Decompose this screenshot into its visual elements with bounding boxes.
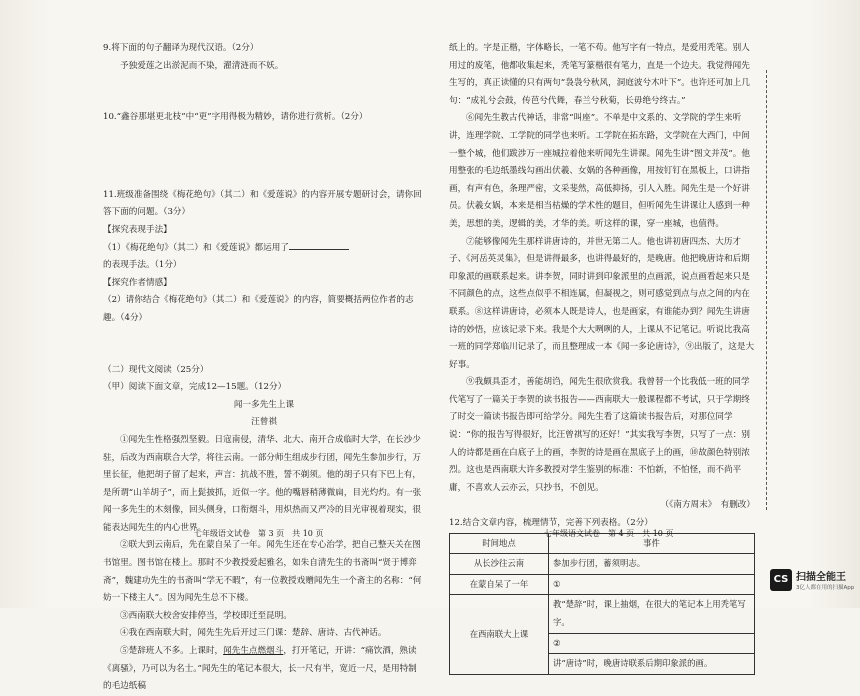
question-11-part-a-heading: 【探究表现手法】 (103, 224, 172, 235)
underlined-phrase: 闻先生点燃烟斗 (223, 646, 284, 657)
question-11: 11.班级准备围绕《梅花绝句》（其二）和《爱莲说》的内容开展专题研讨会，请你回答下面的问题。（3分） (103, 189, 422, 218)
paragraph-5-start: ⑤楚辞班人不多。上课时， (120, 646, 224, 657)
watermark-name: 扫描全能王 (796, 572, 846, 583)
table-row (450, 554, 755, 575)
table-cell: 从长沙往云南 (450, 554, 549, 575)
table-cell: 在西南联大上课 (450, 595, 549, 674)
table-row (450, 574, 755, 595)
table-row (450, 595, 755, 633)
article-title: 闻一多先生上课 (233, 399, 295, 410)
question-11-part-b: （2）请你结合《梅花绝句》（其二）和《爱莲说》的内容，简要概括两位作者的志趣。（4分） (103, 295, 414, 323)
camscanner-icon: CS (770, 569, 792, 591)
binding-line (766, 70, 767, 510)
question-9-sentence: 予独爱莲之出淤泥而不染，濯清涟而不妖。 (120, 60, 284, 71)
paragraph-4: ④我在西南联大时，闻先生先后开过三门课：楚辞、唐诗、古代神话。 (120, 628, 387, 639)
article-author: 汪曾祺 (251, 417, 277, 428)
question-9: 9.将下面的句子翻译为现代汉语。（2分） (103, 43, 259, 53)
table-cell: 教“楚辞”时，课上抽烟，在很大的笔记本上用秃笔写字。 (549, 595, 755, 633)
table-cell: 讲“唐诗”时，晚唐诗联系后期印象派的画。 (549, 654, 755, 675)
question-12: 12.结合文章内容，梳理情节，完善下列表格。（2分） (449, 518, 653, 529)
paragraph-7: ⑦能够像闻先生那样讲唐诗的，并世无第二人。他也讲初唐四杰、大历才子、《河岳英灵集》，但是讲得最多，也讲得最好的，是晚唐。他把晚唐诗和后期印象派的画联系起来。讲李贺，同时讲到印象派里的点画派，说点画看起来只是不同颜色的点，这些点似乎不相连属，但凝视之，则可感觉到点与点之间的内在联系。⑧这样讲唐诗，必须本人既是诗人，也是画家，有谁能办到？闻先生讲唐诗的妙悟，应该记录下来。我是个大大咧咧的人，上课从不记笔记。听说比我高一班的同学郑临川记录了，而且整理成一本《闻一多论唐诗》，⑨出版了，这是大好事。 (449, 236, 755, 370)
paragraph-3: ③西南联大校舍安排停当，学校即迁至昆明。 (120, 610, 292, 621)
table-header: 时间地点 (450, 533, 549, 554)
section-2-instructions: （甲）阅读下面文章，完成12—15题。（12分） (103, 382, 287, 393)
paragraph-5 (103, 643, 425, 696)
paragraph-6: ⑥闻先生教古代神话，非常“叫座”。不单是中文系的、文学院的学生来听讲，连理学院、工学院的同学也来听。工学院在拓东路，文学院在大西门，中间一整个城，他们跋涉万一座城拉着他来听闻先生讲课。闻先生讲“图文并茂”。他用整张的毛边纸墨线勾画出伏羲、女娲的各种画像，用按钉钉在黑板上，口讲指画，有声有色，条理严密，文采斐然，高低抑扬，引人入胜。闻先生是一个好讲员。伏羲女娲，本来是相当枯燥的学术性的题目，但听闻先生讲课让人感到一种美，思想的美，逻辑的美，才华的美。听这样的课，穿一座城，也值得。 (449, 113, 750, 229)
watermark-tagline: 3亿人都在用的扫描App (796, 585, 855, 591)
article-source: （《南方周末》 有删改） (660, 500, 755, 511)
plot-table (449, 533, 755, 675)
paragraph-9: ⑨我颇具歪才，善能胡诌，闻先生很欣赏我。我曾替一个比我低一班的同学代笔写了一篇关于李贺的读书报告——西南联大一般课程都不考试，只于学期终了时交一篇读书报告即可给学分。闻先生看了这篇读书报告后，对那位同学说：“你的报告写得很好，比汪曾祺写的还好！”其实我写李贺，只写了一点：别人的诗都是画在白底子上的画，李贺的诗是画在黑底子上的画，⑩故颜色特别浓烈。这也是西南联大许多教授对学生鉴别的标准：不怕新，不怕怪，而不尚平庸，不喜欢人云亦云，只抄书，不创见。 (449, 377, 750, 493)
answer-cell-2[interactable]: ② (549, 633, 755, 654)
paragraph-5-continued: 纸上的。字是正楷，字体略长，一笔不苟。他写字有一特点，是爱用秃笔。别人用过的废笔，他都收集起来，秃笔写篆楷很有笔力，直是一个边夫。我觉得闻先生写的，真正读懂的只有两句“袅袅兮秋风，洞庭波兮木叶下”。也许还可加上几句：“成礼兮会鼓，传芭兮代舞，春兰兮秋菊，长毋绝兮终古。” (449, 43, 750, 106)
paragraph-1: ①闻先生性格强烈坚毅。日寇南侵，清华、北大、南开合成临时大学，在长沙少驻，后改为西南联合大学，将往云南。一部分师生组成步行团，闻先生参加步行，万里长征，他把胡子留了起来，声言：抗战不胜，誓不剃须。他的胡子只有下巴上有，是所谓“山羊胡子”，而上髭披抓，近似一字。他的嘴唇稍薄微扁，目光灼灼。有一张闻一多先生的木刻像，回头侧身，口衔烟斗，用炽热而又严冷的目光审视着现实，很能表达闻先生的内心世界。 (103, 434, 422, 533)
section-2-heading: （二）现代文阅读（25分） (103, 364, 209, 375)
paragraph-2: ②联大到云南后，先在蒙自呆了一年。闻先生还在专心治学，把自己整天关在图书馆里。图书馆在楼上。那时不少教授爱起雅名，如朱自清先生的书斋叫“贤于博弈斋”，魏建功先生的书斋叫“学无不暇”，有一位教授戏赠闻先生一个斋主的名称：“何妨一下楼主人”。因为闻先生总不下楼。 (103, 540, 422, 604)
table-cell: 在蒙自呆了一年 (450, 574, 549, 595)
question-11-part-b-heading: 【探究作者情感】 (103, 277, 172, 288)
question-11-part-a-score: 的表现手法。（1分） (103, 260, 182, 271)
left-column (103, 40, 425, 696)
table-header: 事件 (549, 533, 755, 554)
page-footer-3: 七年级语文试卷 第 3 页 共 10 页 (194, 529, 324, 538)
question-11-part-a (103, 240, 425, 275)
table-cell: 参加步行团，蓄须明志。 (549, 554, 755, 575)
answer-cell-1[interactable]: ① (549, 574, 755, 595)
answer-blank[interactable] (289, 240, 349, 250)
question-10: 10.“鑫谷那堪更北枝”中“更”字用得极为精妙，请你进行赏析。（2分） (103, 112, 368, 123)
right-column (449, 40, 755, 675)
question-11-part-a-text: （1）《梅花绝句》（其二）和《爱莲说》都运用了 (103, 242, 289, 253)
page-footer-4: 七年级语文试卷 第 4 页 共 10 页 (544, 529, 674, 538)
scanner-watermark (770, 568, 854, 591)
paragraph-5-rest: ，打开笔记，开讲：“痛饮酒，熟读《离骚》，乃可以为名士。”闻先生的笔记本很大，长一尺有半，宽近一尺，是用特制的毛边纸稿 (103, 646, 417, 692)
